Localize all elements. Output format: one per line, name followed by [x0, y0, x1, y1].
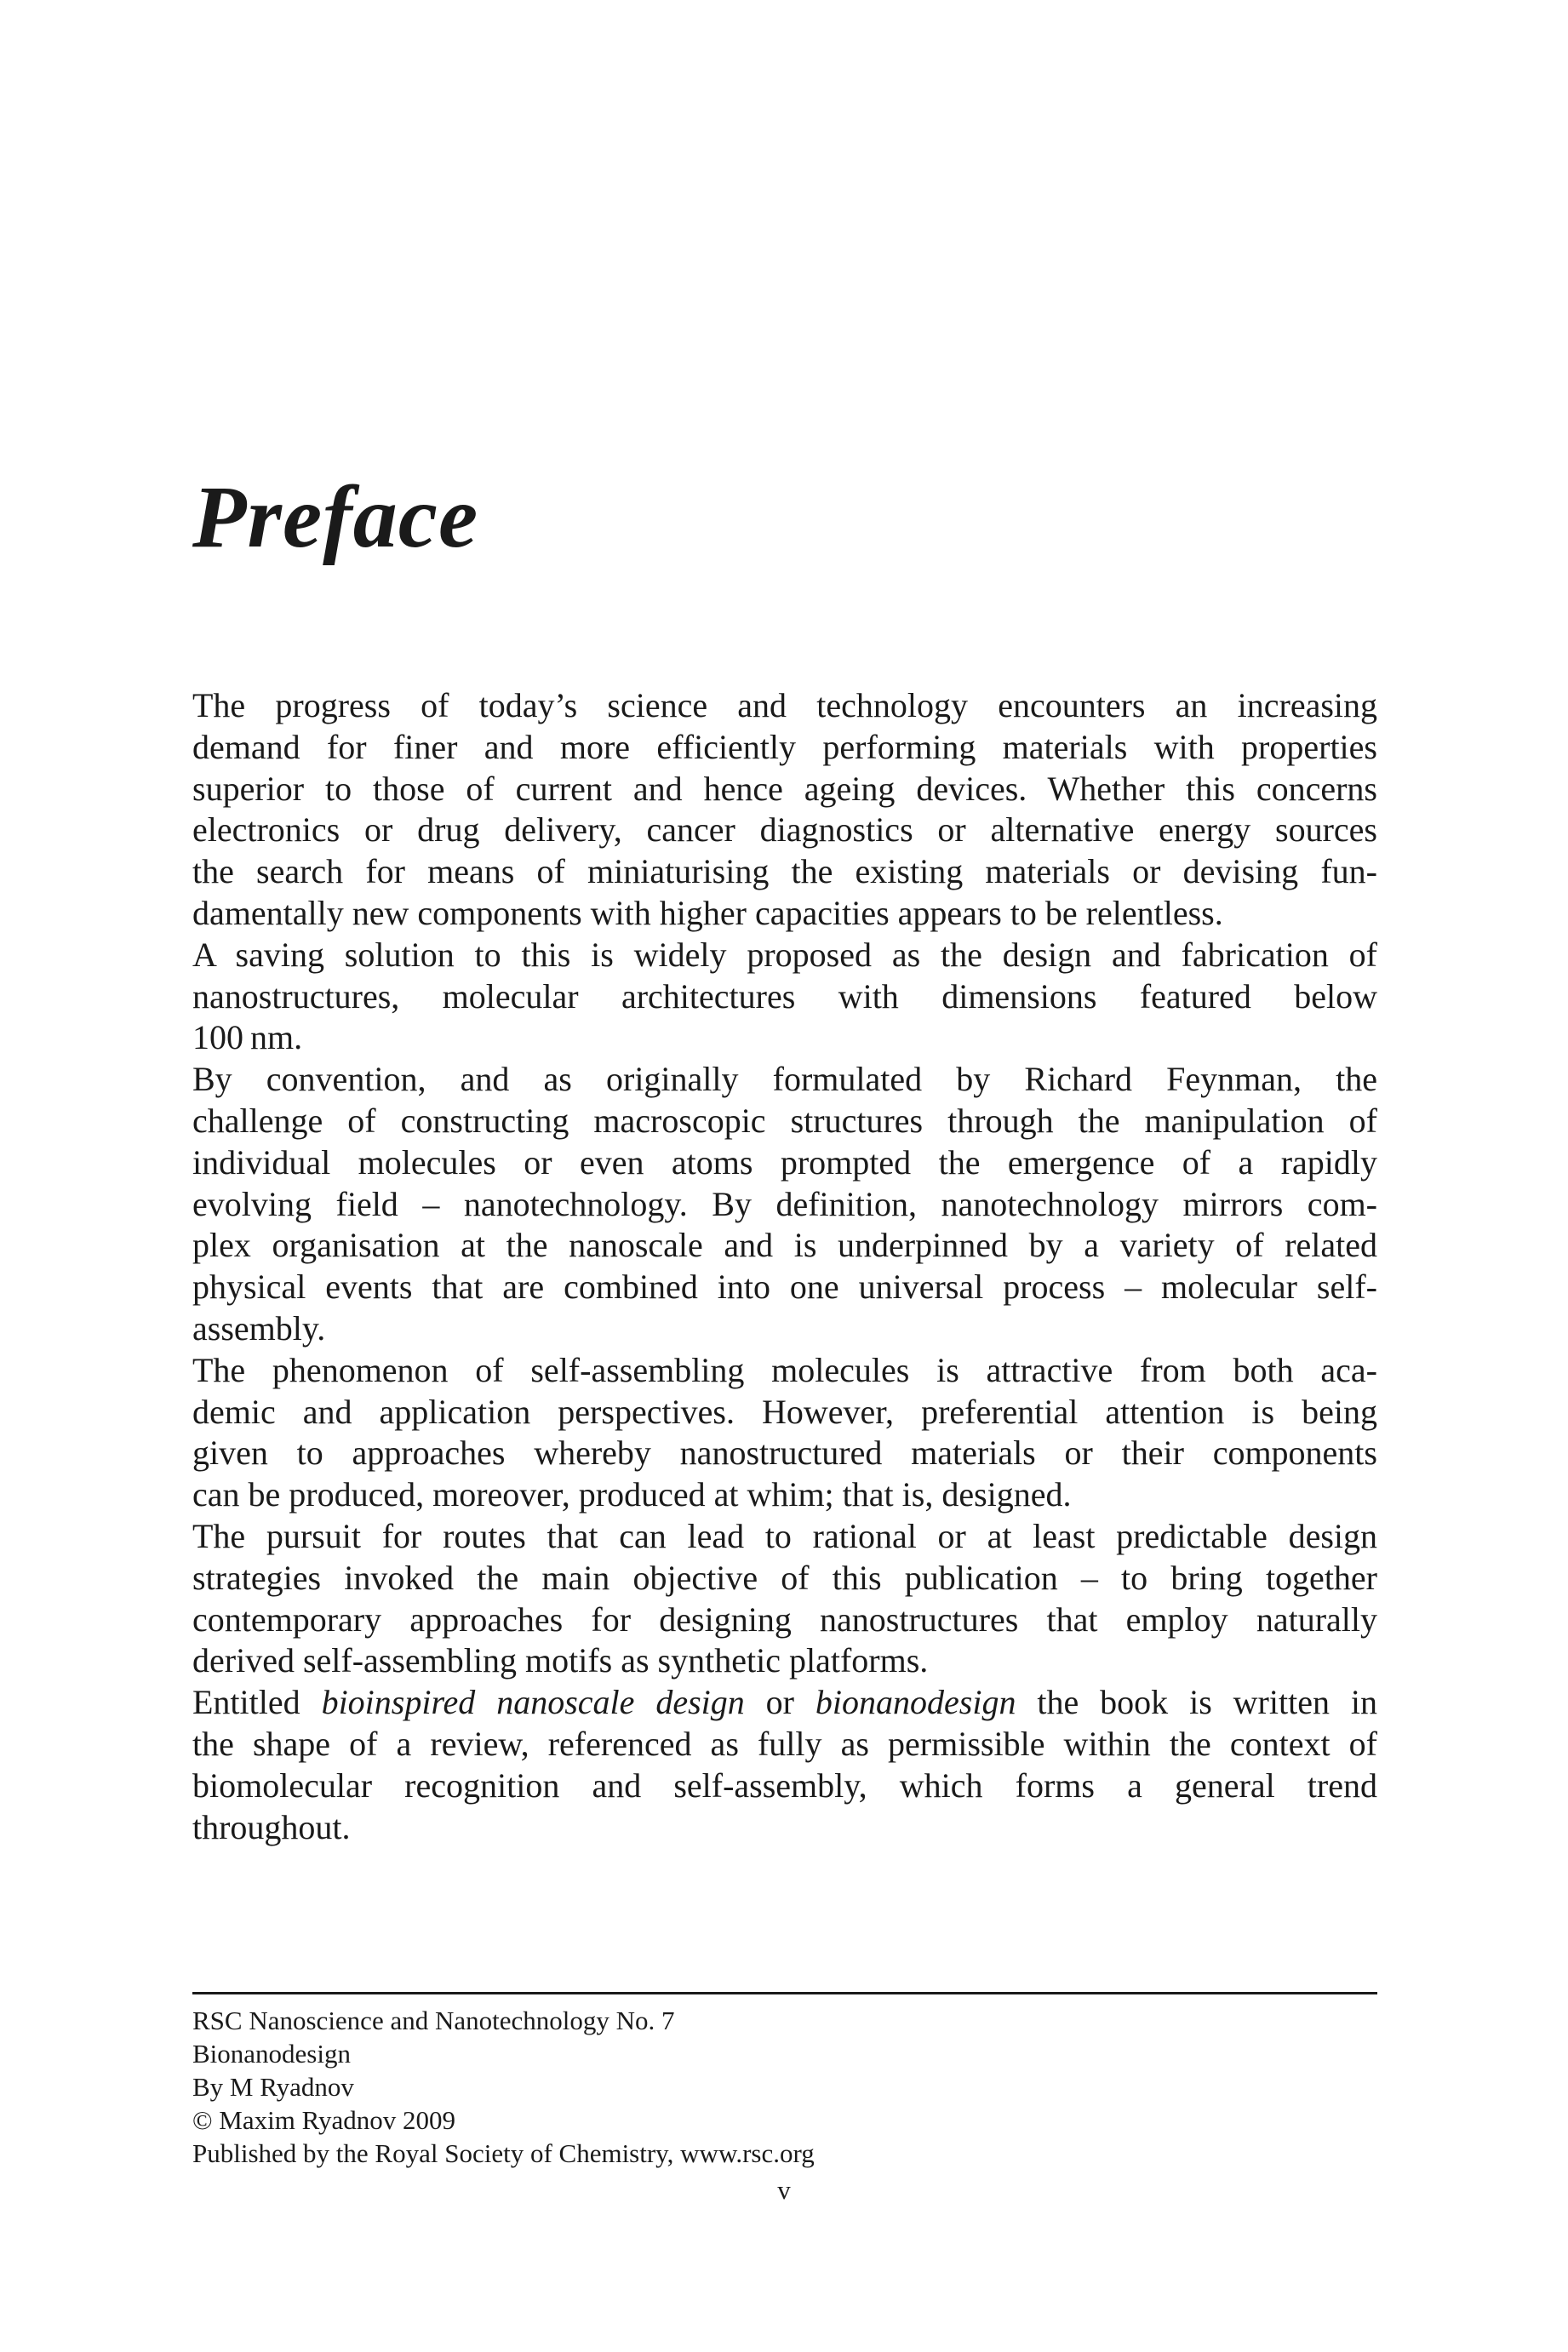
- text-line: throughout.: [192, 1807, 351, 1846]
- paragraph-5: [192, 1516, 1377, 1682]
- text-line: assembly.: [192, 1308, 326, 1348]
- text-line: challenge of constructing macroscopic structures through the manipulation of: [192, 1101, 1377, 1140]
- text-line: The progress of today’s science and technology encounters an increasing: [192, 686, 1377, 724]
- text-line: [192, 1682, 1377, 1724]
- text-line: physical events that are combined into one universal process – molecular self-: [192, 1268, 1377, 1307]
- text-line: the search for means of miniaturising the existing materials or devising fun-: [192, 852, 1377, 891]
- text-line: The pursuit for routes that can lead to rational or at least predictable design: [192, 1516, 1377, 1555]
- copyright-line: © Maxim Ryadnov 2009: [192, 2105, 456, 2135]
- author-line: By M Ryadnov: [192, 2072, 354, 2102]
- publication-footer: [192, 2004, 815, 2170]
- paragraph-6: [192, 1682, 1377, 1848]
- italic-term: bionanodesign: [815, 1683, 1016, 1722]
- publisher-line: Published by the Royal Society of Chemistry, www.rsc.org: [192, 2138, 815, 2168]
- italic-term: bioinspired nanoscale design: [321, 1683, 745, 1722]
- text-line: 100 nm.: [192, 1018, 303, 1057]
- text-line: can be produced, moreover, produced at whim; that is, designed.: [192, 1475, 1072, 1514]
- text-line: strategies invoked the main objective of this publication – to bring together: [192, 1558, 1377, 1597]
- text-line: The phenomenon of self-assembling molecules is attractive from both aca-: [192, 1350, 1377, 1389]
- book-title-line: Bionanodesign: [192, 2039, 351, 2069]
- text-line: individual molecules or even atoms prompted the emergence of a rapidly: [192, 1142, 1377, 1182]
- text-run: or: [744, 1683, 815, 1722]
- paragraph-4: [192, 1350, 1377, 1516]
- text-line: A saving solution to this is widely proposed as the design and fabrication of: [192, 935, 1377, 974]
- page-title: Preface: [192, 468, 479, 566]
- text-line: plex organisation at the nanoscale and is underpinned by a variety of related: [192, 1226, 1377, 1265]
- preface-body: [192, 685, 1377, 1848]
- text-line: damentally new components with higher capacities appears to be relentless.: [192, 893, 1223, 932]
- paragraph-2: [192, 935, 1377, 1059]
- text-run: the book is written in: [1016, 1683, 1377, 1722]
- text-line: evolving field – nanotechnology. By definition, nanotechnology mirrors com-: [192, 1184, 1377, 1223]
- text-line: given to approaches whereby nanostructured materials or their components: [192, 1434, 1377, 1473]
- text-line: derived self-assembling motifs as synthetic platforms.: [192, 1641, 929, 1680]
- text-line: demic and application perspectives. However, preferential attention is being: [192, 1392, 1377, 1431]
- text-line: demand for finer and more efficiently performing materials with properties: [192, 727, 1377, 766]
- text-line: superior to those of current and hence ageing devices. Whether this concerns: [192, 769, 1377, 808]
- text-line: biomolecular recognition and self-assembly, which forms a general trend: [192, 1765, 1377, 1805]
- text-line: By convention, and as originally formulated by Richard Feynman, the: [192, 1060, 1377, 1099]
- text-line: the shape of a review, referenced as fully as permissible within the context of: [192, 1724, 1377, 1763]
- page-number: v: [777, 2175, 791, 2205]
- text-run: Entitled: [192, 1683, 322, 1722]
- text-line: nanostructures, molecular architectures with dimensions featured below: [192, 976, 1377, 1016]
- paragraph-1: [192, 685, 1377, 935]
- footer-divider: [192, 1992, 1377, 1994]
- series-line: RSC Nanoscience and Nanotechnology No. 7: [192, 2006, 675, 2035]
- paragraph-3: [192, 1059, 1377, 1350]
- text-line: electronics or drug delivery, cancer diagnostics or alternative energy sources: [192, 810, 1377, 850]
- text-line: contemporary approaches for designing nanostructures that employ naturally: [192, 1599, 1377, 1639]
